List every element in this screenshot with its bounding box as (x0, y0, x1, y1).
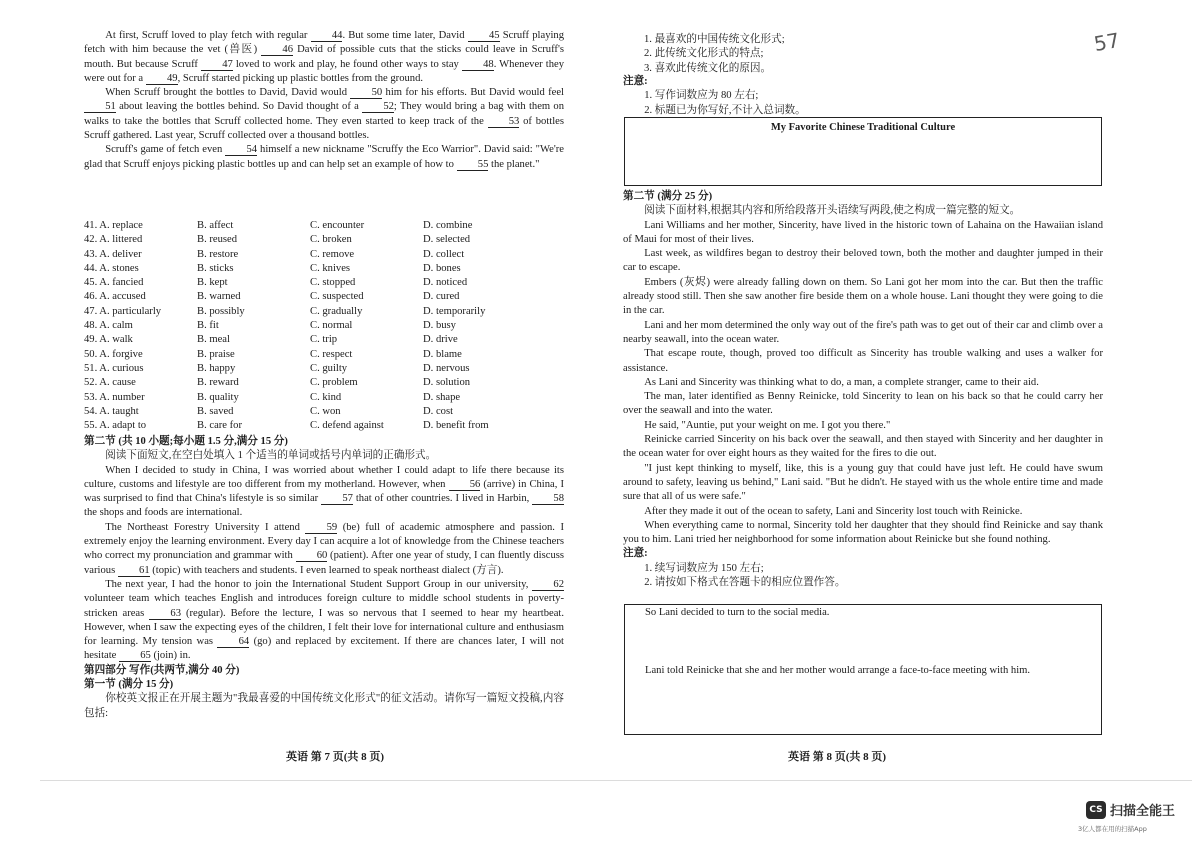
option-cell: B. warned (197, 291, 241, 303)
grammar-paragraph: The Northeast Forestry University I attend 59 (be) full of academic atmosphere and passion. I extremely enjoy the learning environment. Every day I can acquire a lot of knowledge from the Chinese teachers who correct my pronunciation and grammar with 60 (patient). After one year of study, I can fluently discuss various 61 (topic) with teachers and students. I even learned to speak northeast dialect (方言). (84, 521, 565, 576)
option-cell: C. trip (310, 334, 338, 346)
story-paragraph: As Lani and Sincerity was thinking what to do, a man, a complete stranger, came to their aid. (644, 376, 1039, 388)
left-page (0, 0, 600, 780)
option-cell: D. busy (423, 320, 456, 332)
option-cell: C. problem (310, 377, 358, 389)
note-label: 注意: (623, 548, 648, 560)
handwritten-mark: 57 (1092, 27, 1122, 57)
options-grid (84, 219, 564, 433)
option-cell: D. solution (423, 377, 471, 389)
option-cell: D. nervous (423, 362, 470, 374)
story-paragraph: After they made it out of the ocean to safety, Lani and Sincerity lost touch with Reinicke. (644, 505, 1023, 517)
continuation-opening-1: So Lani decided to turn to the social media. (645, 607, 830, 618)
grammar-section (84, 435, 564, 721)
story-text (623, 219, 1103, 548)
grammar-paragraph: When I decided to study in China, I was worried about whether I could adapt to life there because its culture, customs and lifestyle are too different from my motherland. However, when 56 (arrive) in China, I was surprised to find that China's lifestyle is so similar 57 that of other countries. I lived in Harbin, 58 the shops and foods are international. (84, 464, 565, 519)
option-cell: C. defend against (310, 420, 384, 432)
note-label: 注意: (623, 76, 648, 87)
essay-answer-box (624, 117, 1102, 186)
options-table (84, 219, 564, 433)
option-cell: D. temporarily (423, 305, 486, 317)
essay-title: My Favorite Chinese Traditional Culture (770, 122, 956, 133)
option-cell: C. remove (310, 248, 355, 260)
continuation-answer-box (624, 604, 1102, 735)
continuation-section (623, 190, 1103, 590)
story-paragraph: He said, "Auntie, put your weight on me. I got you there." (644, 419, 891, 431)
page-edge (40, 780, 1192, 781)
option-cell: 49. A. walk (84, 334, 133, 346)
scanner-watermark (1086, 800, 1175, 819)
section-instruction: 阅读下面材料,根据其内容和所给段落开头语续写两段,使之构成一篇完整的短文。 (644, 205, 1021, 217)
option-cell: B. affect (197, 220, 234, 231)
section-instruction: 你校英文报正在开展主题为"我最喜爱的中国传统文化形式"的征文活动。请你写一篇短文投稿,内容包括: (84, 693, 564, 719)
option-cell: 43. A. deliver (84, 248, 142, 260)
option-cell: B. reused (197, 234, 238, 246)
option-cell: D. collect (423, 248, 465, 260)
content-item: 3. 喜欢此传统文化的原因。 (644, 62, 772, 74)
story-paragraph: When everything came to normal, Sincerity told her daughter that they should find Reinicke and say thank you to him. Lani tried her neighborhood for some information about Reinicke but she found nothing. (623, 519, 1103, 546)
section-instruction: 阅读下面短文,在空白处填入 1 个适当的单词或括号内单词的正确形式。 (105, 450, 437, 462)
section-title: 第二节 (共 10 小题;每小题 1.5 分,满分 15 分) (84, 436, 288, 447)
option-cell: B. fit (197, 320, 219, 332)
option-cell: D. selected (423, 234, 471, 246)
option-cell: C. encounter (310, 220, 365, 231)
option-cell: 53. A. number (84, 391, 145, 403)
part-title: 第四部分 写作(共两节,满分 40 分) (84, 664, 240, 676)
option-cell: D. noticed (423, 277, 468, 289)
option-cell: B. saved (197, 405, 234, 417)
option-cell: 51. A. curious (84, 362, 144, 374)
cloze-passage (84, 29, 564, 172)
option-cell: B. happy (197, 362, 236, 374)
story-paragraph: The man, later identified as Benny Reinicke, told Sincerity to lean on his back so that he could carry her over the seawall and into the water. (623, 391, 1103, 417)
content-item: 1. 最喜欢的中国传统文化形式; (644, 34, 785, 45)
note-item: 1. 写作词数应为 80 左右; (644, 90, 759, 102)
option-cell: 42. A. littered (84, 234, 143, 246)
option-cell: C. normal (310, 320, 353, 332)
page-footer: 英语 第 7 页(共 8 页) (286, 751, 385, 763)
grammar-paragraph: The next year, I had the honor to join the International Student Support Group in our university, 62 volunteer team which teaches English and introduces foreign culture to middle school students in poverty-stricken areas 63 (regular). Before the lecture, I was so nervous that I seemed to hear my heartbeat. However, when I saw the expecting eyes of the children, I felt their love for international culture and enthusiasm for learning. My tension was 64 (go) and replaced by excitement. If there are chances later, I will not hesitate 65 (join) in. (84, 578, 564, 662)
writing-requirements (644, 33, 1114, 76)
option-cell: 44. A. stones (84, 262, 139, 274)
story-paragraph: "I just kept thinking to myself, like, this is a young guy that could have just left. He could have swum around to safety, leaving us behind," Lani said. "But he didn't. He stayed with us the whole entire time and made sure that all of us were safe." (623, 462, 1103, 503)
option-cell: C. respect (310, 348, 353, 360)
story-paragraph: That escape route, though, proved too difficult as Sincerity has trouble walking and uses a walker for assistance. (623, 348, 1103, 374)
cloze-paragraph: At first, Scruff loved to play fetch with regular 44. But some time later, David 45 Scruff playing fetch with him because the vet (兽医) 46 David of possible cuts that the sticks could leave in Scruff's mouth. But because Scruff 47 loved to work and play, he found other ways to stay 48. Whenever they were out for a 49, Scruff started picking up plastic bottles from the ground. (84, 30, 565, 84)
option-cell: D. combine (423, 220, 473, 231)
option-cell: C. knives (310, 262, 351, 274)
option-cell: D. cost (423, 405, 454, 417)
option-cell: D. bones (423, 262, 461, 274)
story-paragraph: Lani and her mom determined the only way out of the fire's path was to get out of their car and climb over a nearby seawall, into the ocean water. (623, 319, 1103, 345)
option-cell: 45. A. fancied (84, 277, 144, 289)
option-cell: C. guilty (310, 362, 348, 374)
option-cell: C. broken (310, 234, 352, 246)
option-cell: C. suspected (310, 291, 364, 303)
option-cell: 50. A. forgive (84, 348, 143, 360)
content-item: 2. 此传统文化形式的特点; (644, 48, 764, 60)
camscanner-logo-icon: CS (1086, 801, 1106, 819)
section-title: 第一节 (满分 15 分) (84, 679, 174, 691)
option-cell: D. shape (423, 391, 461, 403)
option-cell: C. gradually (310, 305, 363, 317)
option-cell: 55. A. adapt to (84, 420, 147, 432)
option-cell: B. quality (197, 391, 239, 403)
cloze-paragraph: Scruff's game of fetch even 54 himself a new nickname "Scruffy the Eco Warrior". David said: "We're glad that Scruff enjoys picking plastic bottles up and can help set an example of how to 55 the planet." (84, 144, 564, 170)
option-cell: D. blame (423, 348, 462, 360)
option-cell: D. benefit from (423, 420, 489, 432)
cloze-paragraph: When Scruff brought the bottles to David, David would 50 him for his efforts. But David would feel 51 about leaving the bottles behind. So David thought of a 52; They would bring a bag with them on walks to take the bottles that Scruff collected home. They even started to keep track of the 53 of bottles Scruff gathered. Last year, Scruff collected over a thousand bottles. (84, 87, 565, 142)
option-cell: 41. A. replace (84, 220, 143, 231)
story-paragraph: Last week, as wildfires began to destroy their beloved town, both the mother and daughter jumped in their car to escape. (623, 248, 1103, 274)
option-cell: B. praise (197, 348, 235, 360)
option-cell: 54. A. taught (84, 405, 139, 417)
option-cell: 52. A. cause (84, 377, 136, 389)
option-cell: B. meal (197, 334, 230, 346)
option-cell: B. kept (197, 277, 228, 289)
section-title: 第二节 (满分 25 分) (623, 191, 713, 202)
option-cell: C. stopped (310, 277, 356, 289)
note-item: 2. 请按如下格式在答题卡的相应位置作答。 (644, 577, 846, 589)
story-paragraph: Reinicke carried Sincerity on his back over the seawall, and then stayed with Sincerity and her daughter in the ocean water for over eight hours as they waited for the fires to die out. (623, 434, 1103, 460)
option-cell: D. drive (423, 334, 458, 346)
option-cell: C. kind (310, 391, 342, 403)
page-footer: 英语 第 8 页(共 8 页) (788, 751, 887, 763)
option-cell: C. won (310, 405, 341, 417)
note-item: 1. 续写词数应为 150 左右; (644, 562, 764, 574)
story-paragraph: Embers (灰烬) were already falling down on them. So Lani got her mom into the car. But then the traffic already stood still. Then she saw another fire beside them on a whole house. Lani thought they were going to die in the car. (623, 276, 1103, 317)
writing-notes (623, 75, 1103, 118)
right-page (610, 0, 1200, 780)
option-cell: D. cured (423, 291, 460, 303)
option-cell: B. possibly (197, 305, 245, 317)
option-cell: 48. A. calm (84, 320, 133, 332)
story-paragraph: Lani Williams and her mother, Sincerity, have lived in the historic town of Lahaina on the Hawaiian island of Maui for most of their lives. (623, 219, 1103, 245)
option-cell: B. reward (197, 377, 239, 389)
option-cell: 47. A. particularly (84, 305, 162, 317)
option-cell: B. sticks (197, 262, 234, 274)
brand-tagline: 3亿人都在用的扫描App (1078, 825, 1147, 833)
brand-name: 扫描全能王 (1110, 804, 1176, 819)
option-cell: 46. A. accused (84, 291, 146, 303)
option-cell: B. care for (197, 420, 242, 432)
option-cell: B. restore (197, 248, 239, 260)
continuation-opening-2: Lani told Reinicke that she and her mother would arrange a face-to-face meeting with him. (645, 665, 1031, 676)
note-item: 2. 标题已为你写好,不计入总词数。 (644, 104, 806, 116)
